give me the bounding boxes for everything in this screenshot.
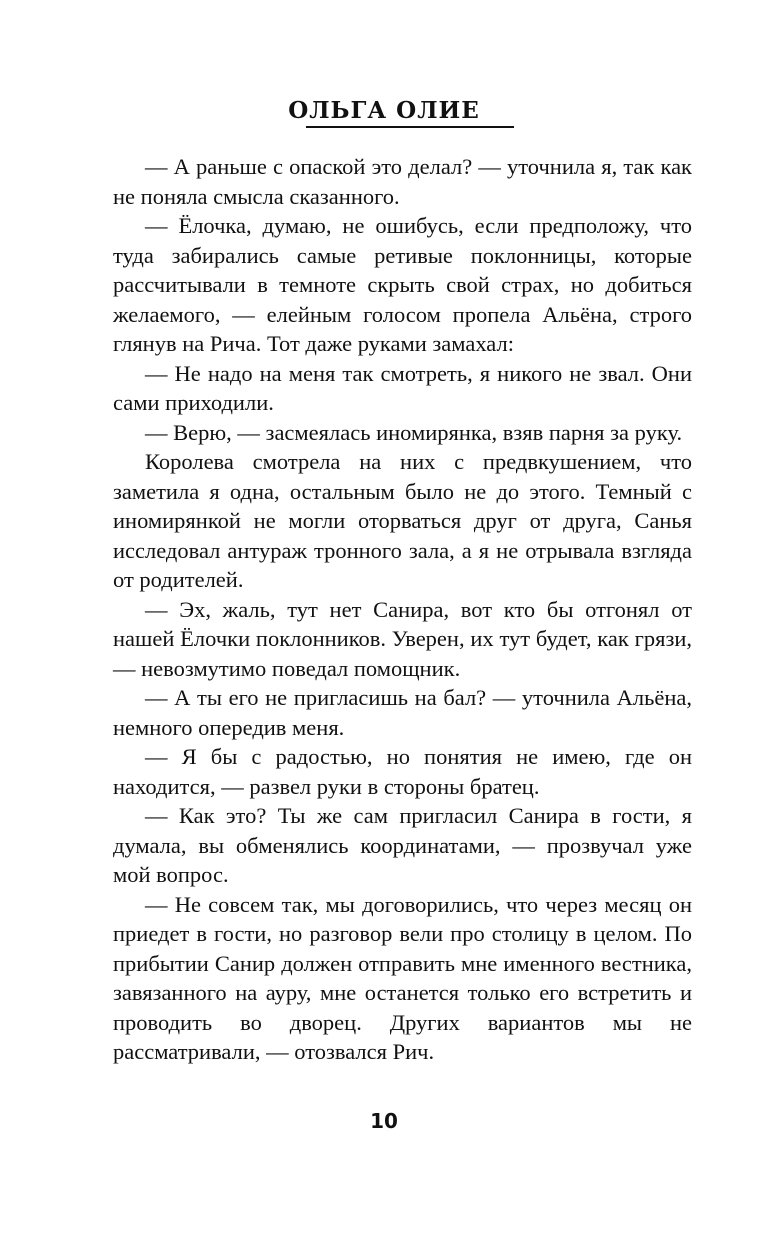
- paragraph: — Я бы с радостью, но понятия не имею, где он находится, — развел руки в стороны братец.: [113, 744, 692, 799]
- paragraph: — Верю, — засмеялась иномирянка, взяв парня за руку.: [145, 419, 683, 445]
- paragraph: — Ёлочка, думаю, не ошибусь, если предположу, что туда забирались самые ретивые поклонницы, которые рассчитывали в темноте скрыть свой страх, но добиться желаемого, — елейным голосом пропела Альёна, строго глянув на Рича. Тот даже руками замахал:: [113, 213, 692, 356]
- author-name: ОЛЬГА ОЛИЕ: [288, 97, 480, 124]
- paragraph: — Эх, жаль, тут нет Санира, вот кто бы отгонял от нашей Ёлочки поклонников. Уверен, их тут будет, как грязи, — невозмутимо поведал помощник.: [113, 596, 692, 681]
- page-number: 10: [370, 1109, 398, 1133]
- header-rule: [296, 126, 514, 128]
- paragraph: Королева смотрела на них с предвкушением, что заметила я одна, остальным было не до этого. Темный с иномирянкой не могли оторваться друг от друга, Санья исследовал антураж тронного зала, а я не отрывала взгляда от родителей.: [113, 449, 692, 592]
- paragraph: — А ты его не пригласишь на бал? — уточнила Альёна, немного опередив меня.: [113, 685, 692, 740]
- paragraph: — Не надо на меня так смотреть, я никого не звал. Они сами приходили.: [113, 360, 692, 415]
- running-header: [0, 96, 768, 126]
- paragraph: — А раньше с опаской это делал? — уточнила я, так как не поняла смысла сказанного.: [113, 154, 692, 209]
- paragraph: — Как это? Ты же сам пригласил Санира в гости, я думала, вы обменялись координатами, — прозвучал уже мой вопрос.: [113, 803, 692, 887]
- paragraph: — Не совсем так, мы договорились, что через месяц он приедет в гости, но разговор вели про столицу в целом. По прибытии Санир должен отправить мне именного вестника, завязанного на ауру, мне останется только его встретить и проводить во дворец. Других вариантов мы не рассматривали, — отозвался Рич.: [113, 891, 692, 1064]
- body-text: [113, 152, 692, 1067]
